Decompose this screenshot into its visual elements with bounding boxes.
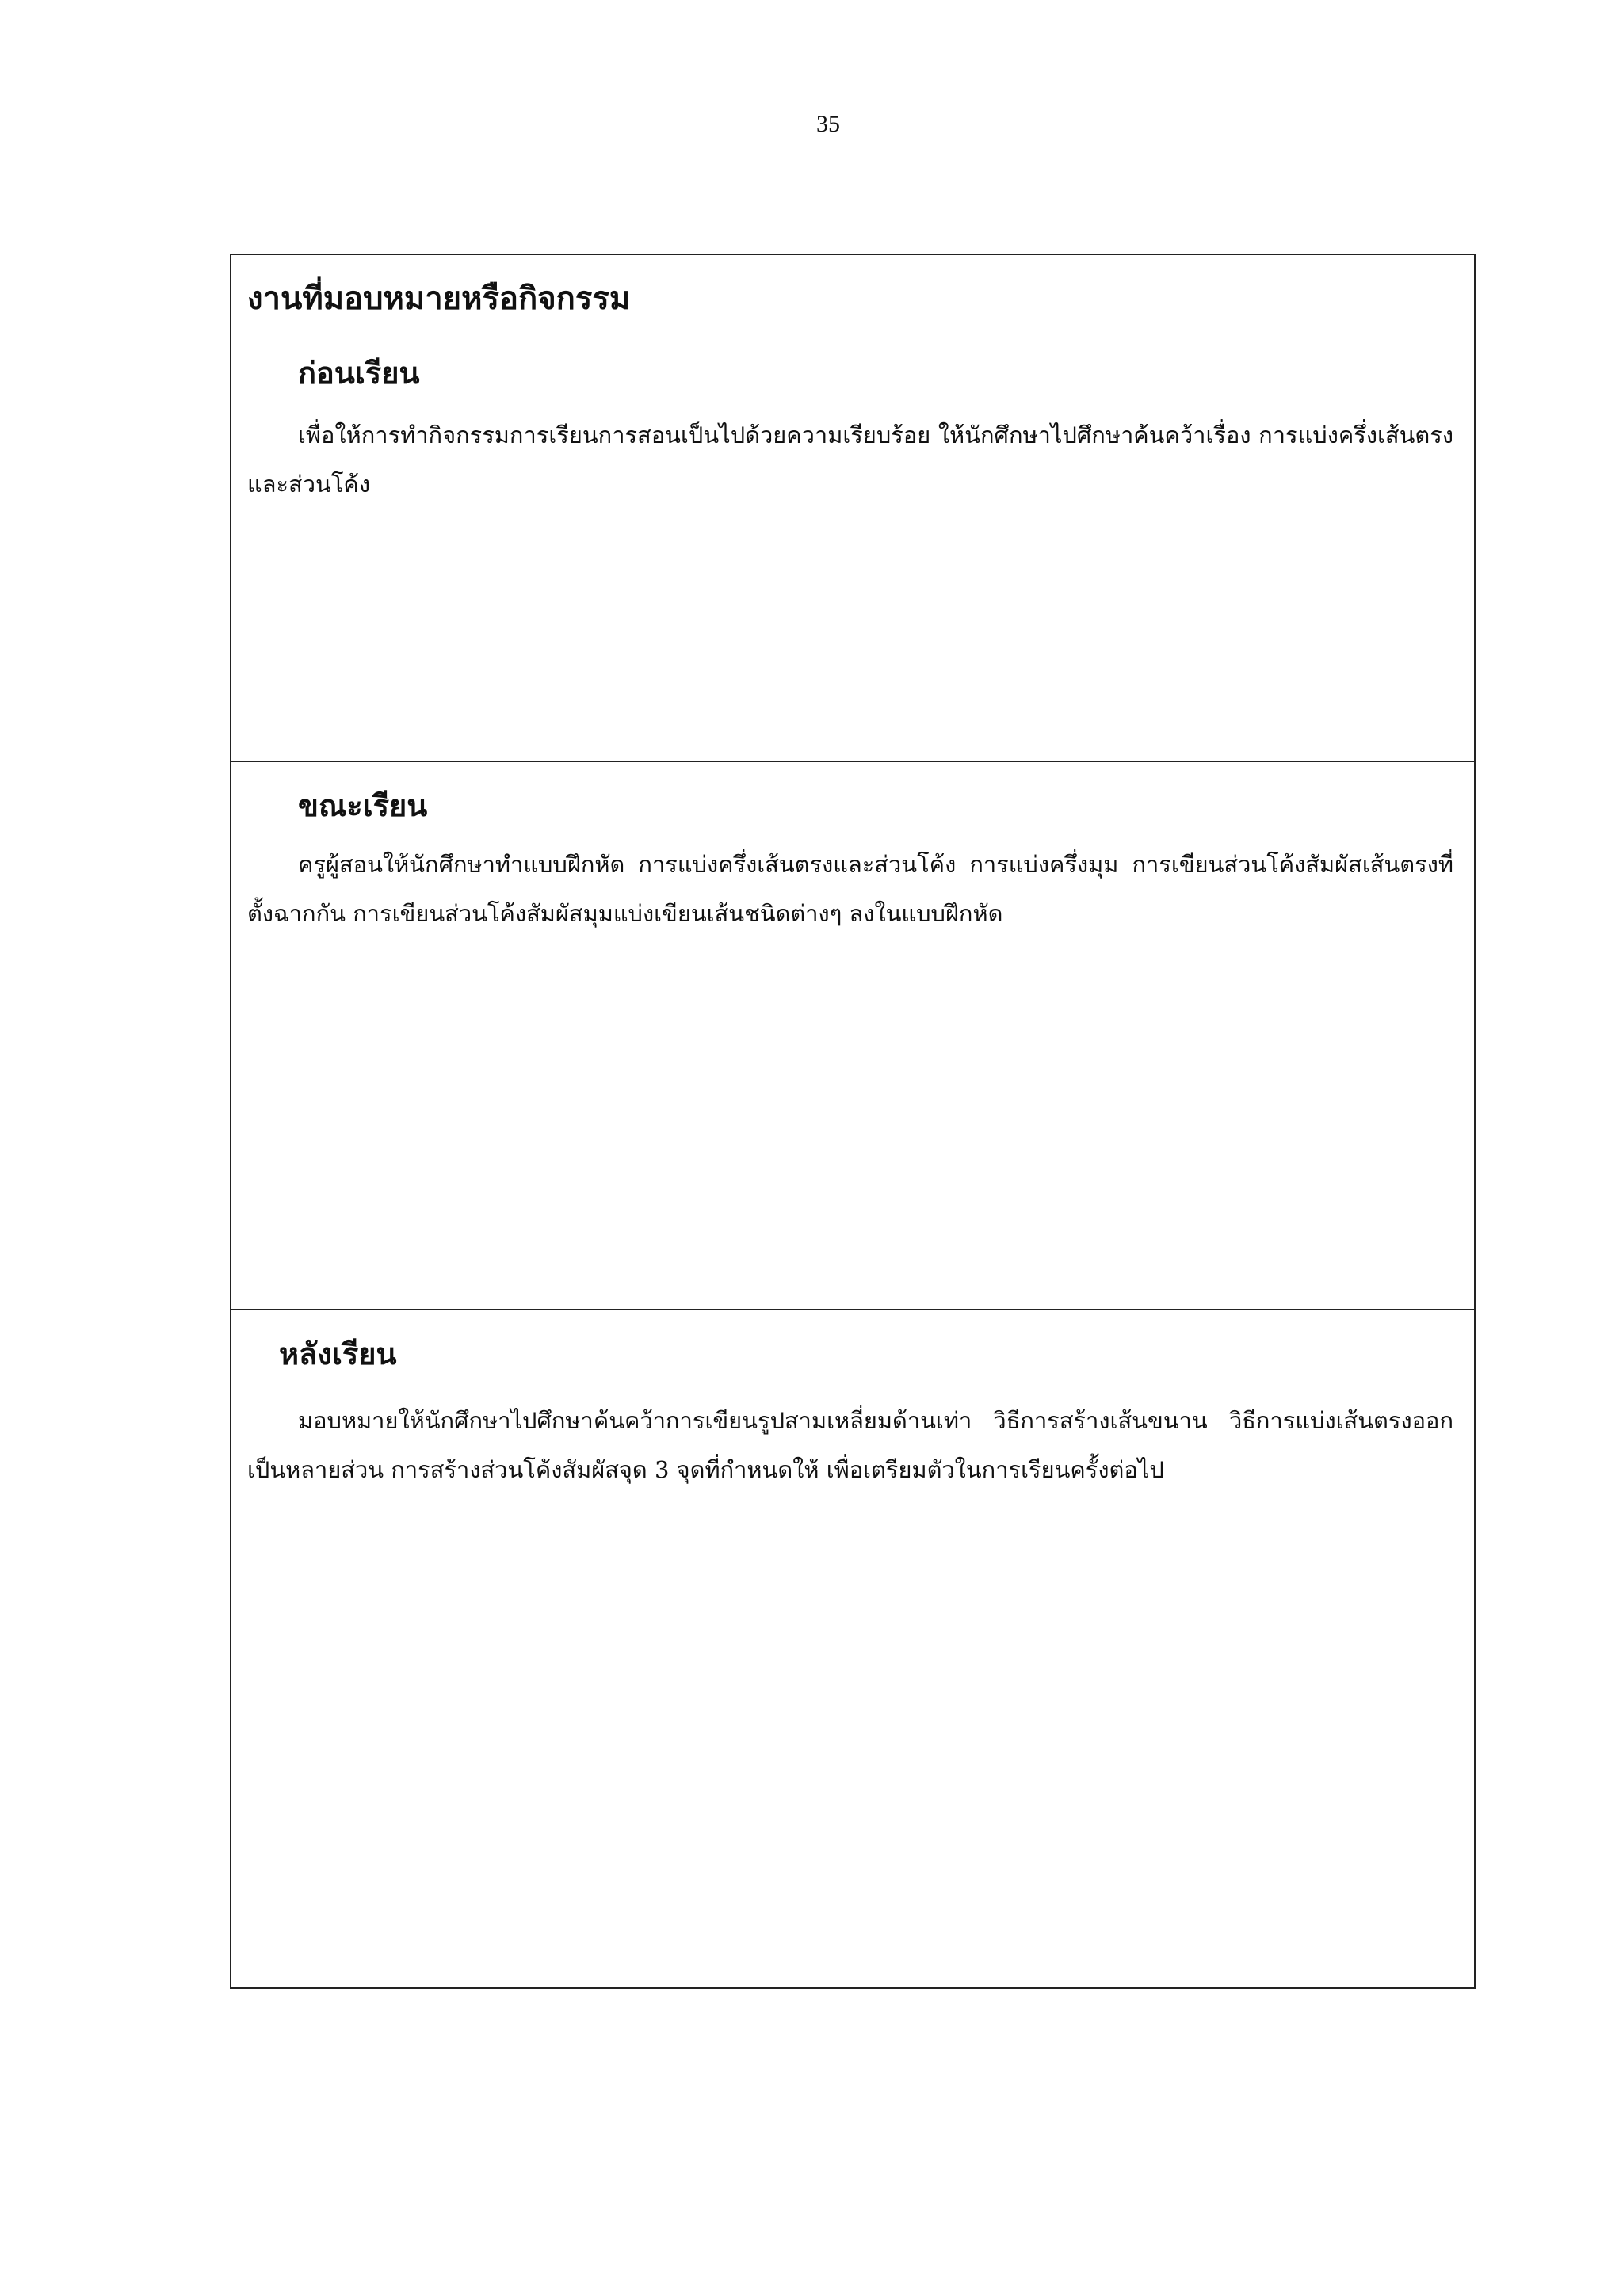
before-class-heading: ก่อนเรียน — [298, 355, 420, 391]
during-class-heading: ขณะเรียน — [298, 788, 428, 823]
assignment-table — [230, 254, 1476, 1989]
during-class-text: ครูผู้สอนให้นักศึกษาทำแบบฝึกหัด การแบ่งครึ่งเส้นตรงและส่วนโค้ง การแบ่งครึ่งมุม การเขียนส่วนโค้งสัมผัสเส้นตรงที่ตั้งฉากกัน การเขียนส่วนโค้งสัมผัสมุมแบ่งเขียนเส้นชนิดต่างๆ ลงในแบบฝึกหัด — [247, 851, 1453, 927]
assignment-heading: งานที่มอบหมายหรือกิจกรรม — [247, 280, 631, 317]
page-number: 35 — [816, 111, 840, 137]
before-class-text: เพื่อให้การทำกิจกรรมการเรียนการสอนเป็นไปด้วยความเรียบร้อย ให้นักศึกษาไปศึกษาค้นคว้าเรื่อง การแบ่งครึ่งเส้นตรงและส่วนโค้ง — [247, 421, 1453, 498]
after-class-text: มอบหมายให้นักศึกษาไปศึกษาค้นคว้าการเขียนรูปสามเหลี่ยมด้านเท่า วิธีการสร้างเส้นขนาน วิธีการแบ่งเส้นตรงออกเป็นหลายส่วน การสร้างส่วนโค้งสัมผัสจุด 3 จุดที่กำหนดให้ เพื่อเตรียมตัวในการเรียนครั้งต่อไป — [247, 1407, 1453, 1483]
section-after-class — [231, 1309, 1474, 1987]
section-before-class — [231, 255, 1474, 761]
section-during-class — [231, 761, 1474, 1309]
after-class-heading: หลังเรียน — [279, 1336, 397, 1371]
